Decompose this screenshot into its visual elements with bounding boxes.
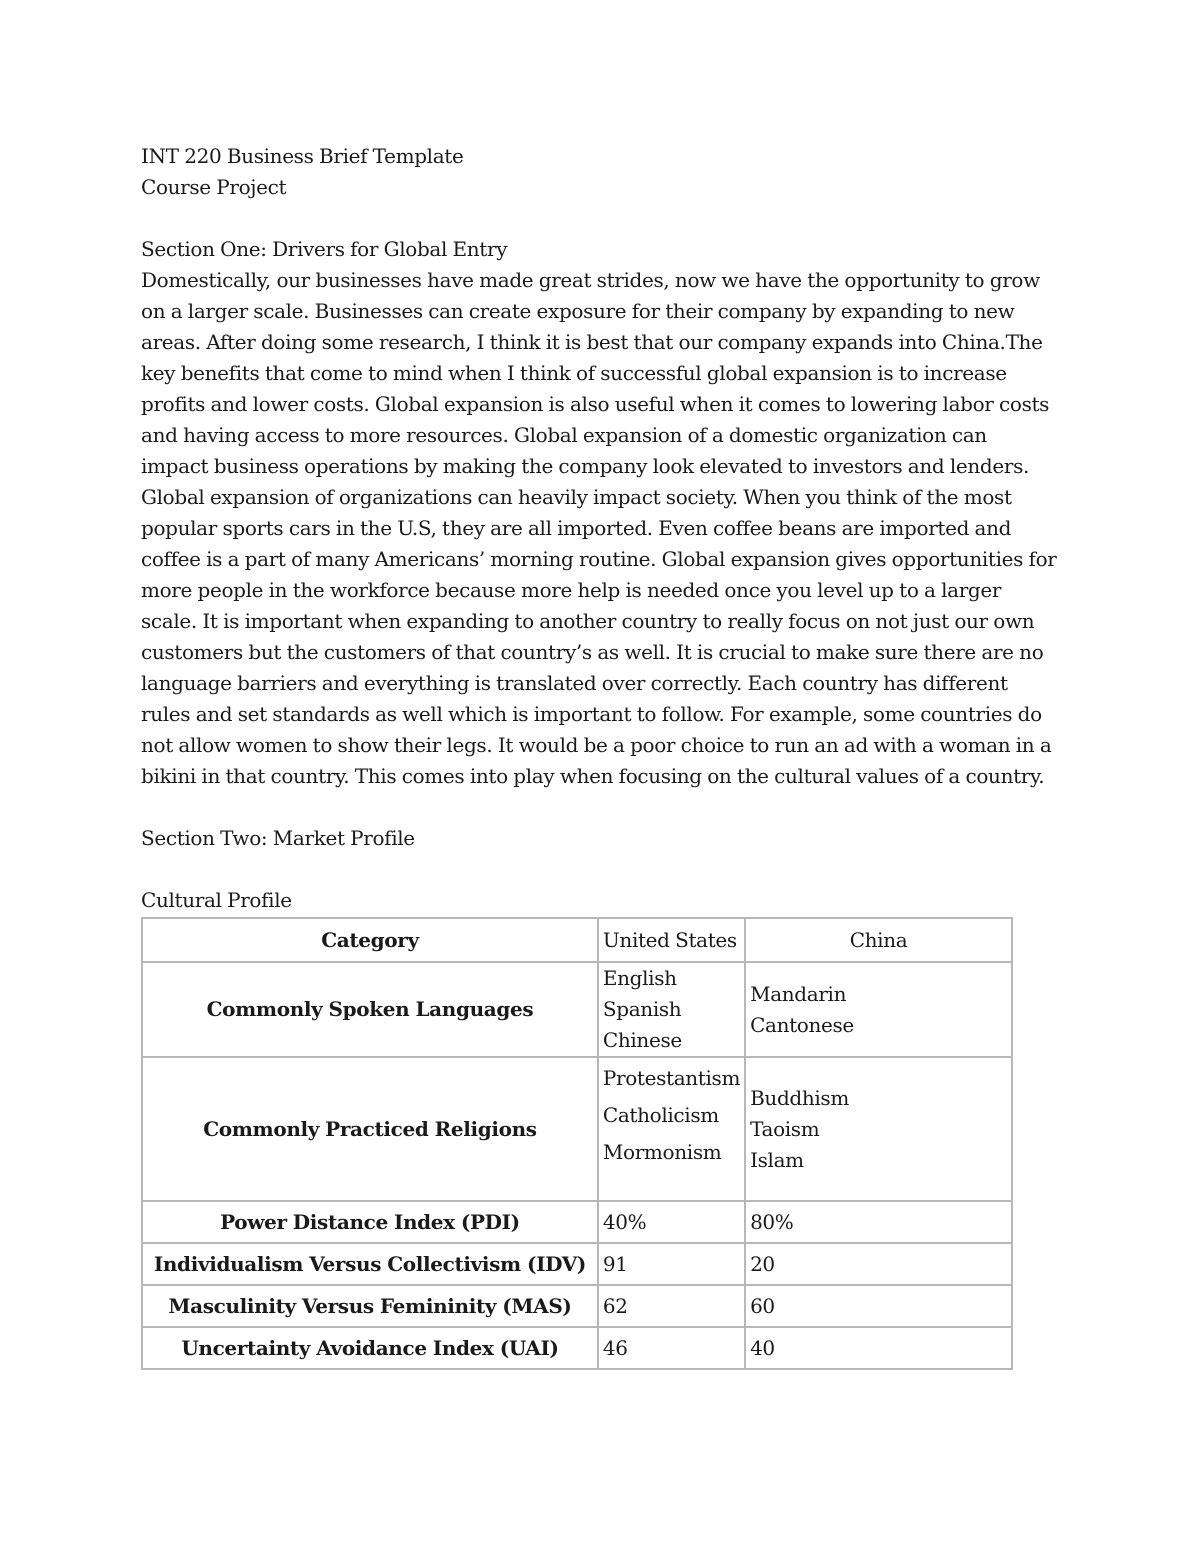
document-page bbox=[141, 141, 1061, 1370]
list-item: Mandarin bbox=[750, 981, 847, 1006]
section-one-body: Domestically, our businesses have made great strides, now we have the opportunity to grow on a larger scale. Businesses can create exposure for their company by expanding to new areas. After doing some research, I think it is best that our company expands into China.The key benefits that come to mind when I think of successful global expansion is to increase profits and lower costs. Global expansion is also useful when it comes to lowering labor costs and having access to more resources. Global expansion of a domestic organization can impact business operations by making the company look elevated to investors and lenders. Global expansion of organizations can heavily impact society. When you think of the most popular sports cars in the U.S, they are all imported. Even coffee beans are imported and coffee is a part of many Americans’ morning routine. Global expansion gives opportunities for more people in the workforce because more help is needed once you level up to a larger scale. It is important when expanding to another country to really focus on not just our own customers but the customers of that country’s as well. It is crucial to make sure there are no language barriers and everything is translated over correctly. Each country has different rules and set standards as well which is important to follow. For example, some countries do not allow women to show their legs. It would be a poor choice to run an ad with a woman in a bikini in that country. This comes into play when focusing on the cultural values of a country. bbox=[141, 268, 1057, 788]
row-category: Masculinity Versus Femininity (MAS) bbox=[142, 1285, 598, 1327]
section-one-heading: Section One: Drivers for Global Entry bbox=[141, 237, 508, 261]
us-value: 40% bbox=[598, 1201, 745, 1243]
row-category: Uncertainty Avoidance Index (UAI) bbox=[142, 1327, 598, 1369]
list-item: Islam bbox=[750, 1147, 804, 1172]
list-item: Protestantism bbox=[602, 1066, 741, 1090]
table-header-row bbox=[142, 918, 1012, 962]
table-row bbox=[142, 962, 1012, 1057]
list-item: Buddhism bbox=[750, 1085, 849, 1110]
row-category: Individualism Versus Collectivism (IDV) bbox=[142, 1243, 598, 1285]
list-item: Mormonism bbox=[602, 1140, 722, 1164]
list-item: Cantonese bbox=[750, 1012, 854, 1037]
header-category: Category bbox=[142, 918, 598, 962]
table-row bbox=[142, 1243, 1012, 1285]
list-item: English bbox=[602, 966, 677, 990]
document-subtitle: Course Project bbox=[141, 175, 287, 199]
header-united-states: United States bbox=[598, 918, 745, 962]
list-item: Catholicism bbox=[602, 1103, 719, 1127]
table-row bbox=[142, 1327, 1012, 1369]
row-category: Power Distance Index (PDI) bbox=[142, 1201, 598, 1243]
row-category: Commonly Practiced Religions bbox=[142, 1057, 598, 1201]
table-row bbox=[142, 1057, 1012, 1201]
header-china: China bbox=[745, 918, 1012, 962]
row-category: Commonly Spoken Languages bbox=[142, 962, 598, 1057]
us-value: 46 bbox=[598, 1327, 745, 1369]
table-row bbox=[142, 1201, 1012, 1243]
china-value: 80% bbox=[745, 1201, 1012, 1243]
us-languages-cell bbox=[598, 962, 745, 1057]
cultural-profile-table bbox=[141, 917, 1013, 1370]
us-religions-cell bbox=[598, 1057, 745, 1201]
table-row bbox=[142, 1285, 1012, 1327]
document-title: INT 220 Business Brief Template bbox=[141, 144, 464, 168]
china-value: 40 bbox=[745, 1327, 1012, 1369]
list-item: Taoism bbox=[750, 1116, 820, 1141]
china-religions-cell bbox=[745, 1057, 1012, 1201]
cultural-profile-title: Cultural Profile bbox=[141, 888, 292, 912]
us-value: 91 bbox=[598, 1243, 745, 1285]
list-item: Spanish bbox=[602, 997, 682, 1021]
us-value: 62 bbox=[598, 1285, 745, 1327]
list-item: Chinese bbox=[602, 1028, 682, 1052]
section-two-heading: Section Two: Market Profile bbox=[141, 826, 415, 850]
china-value: 20 bbox=[745, 1243, 1012, 1285]
china-value: 60 bbox=[745, 1285, 1012, 1327]
china-languages-cell bbox=[745, 962, 1012, 1057]
